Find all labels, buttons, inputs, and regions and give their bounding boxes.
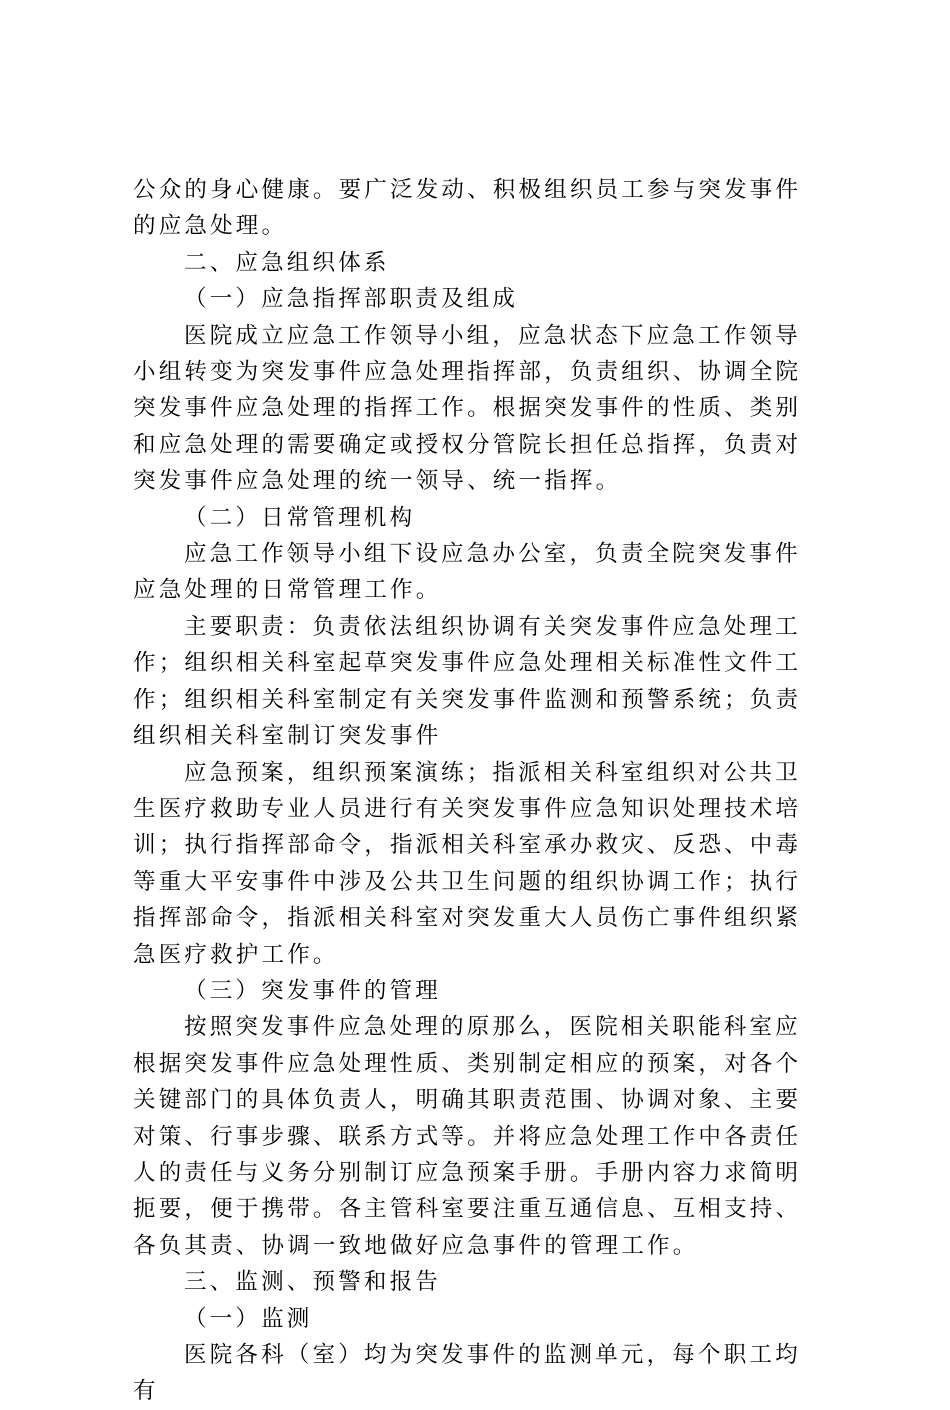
- subsection-heading-command-center: （一）应急指挥部职责及组成: [184, 286, 519, 313]
- subsection-heading-monitoring: （一）监测: [184, 1305, 313, 1332]
- section-heading-monitoring: 三、监测、预警和报告: [184, 1269, 442, 1296]
- document-body: [133, 172, 823, 1410]
- paragraph-incident-management: 按照突发事件应急处理的原那么，医院相关职能科室应根据突发事件应急处理性质、类别制定相应的预案，对各个关键部门的具体负责人，明确其职责范围、协调对象、主要对策、行事步骤、联系方式等。并将应急处理工作中各责任人的责任与义务分别制订应急预案手册。手册内容力求简明扼要，便于携带。各主管科室要注重互通信息、互相支持、各负其责、协调一致地做好应急事件的管理工作。: [133, 1014, 802, 1259]
- section-heading-emergency-organization: 二、应急组织体系: [184, 249, 390, 276]
- subsection-heading-incident-management: （三）突发事件的管理: [184, 977, 442, 1004]
- paragraph-monitoring: 医院各科（室）均为突发事件的监测单元，每个职工均有: [133, 1342, 801, 1405]
- paragraph-command-center: 医院成立应急工作领导小组，应急状态下应急工作领导小组转变为突发事件应急处理指挥部，负责组织、协调全院突发事件应急处理的指挥工作。根据突发事件的性质、类别和应急处理的需要确定或授权分管院长担任总指挥，负责对突发事件应急处理的统一领导、统一指挥。: [133, 322, 802, 495]
- paragraph-main-duties: 主要职责：负责依法组织协调有关突发事件应急处理工作；组织相关科室起草突发事件应急处理相关标准性文件工作；组织相关科室制定有关突发事件监测和预警系统；负责组织相关科室制订突发事件: [133, 613, 802, 750]
- paragraph-intro-continuation: 公众的身心健康。要广泛发动、积极组织员工参与突发事件的应急处理。: [133, 177, 802, 240]
- paragraph-daily-management: 应急工作领导小组下设应急办公室，负责全院突发事件应急处理的日常管理工作。: [133, 541, 801, 604]
- subsection-heading-daily-management: （二）日常管理机构: [184, 504, 416, 531]
- paragraph-emergency-plans: 应急预案，组织预案演练；指派相关科室组织对公共卫生医疗救助专业人员进行有关突发事件应急知识处理技术培训；执行指挥部命令，指派相关科室承办救灾、反恐、中毒等重大平安事件中涉及公共卫生问题的组织协调工作；执行指挥部命令，指派相关科室对突发重大人员伤亡事件组织紧急医疗救护工作。: [133, 759, 802, 968]
